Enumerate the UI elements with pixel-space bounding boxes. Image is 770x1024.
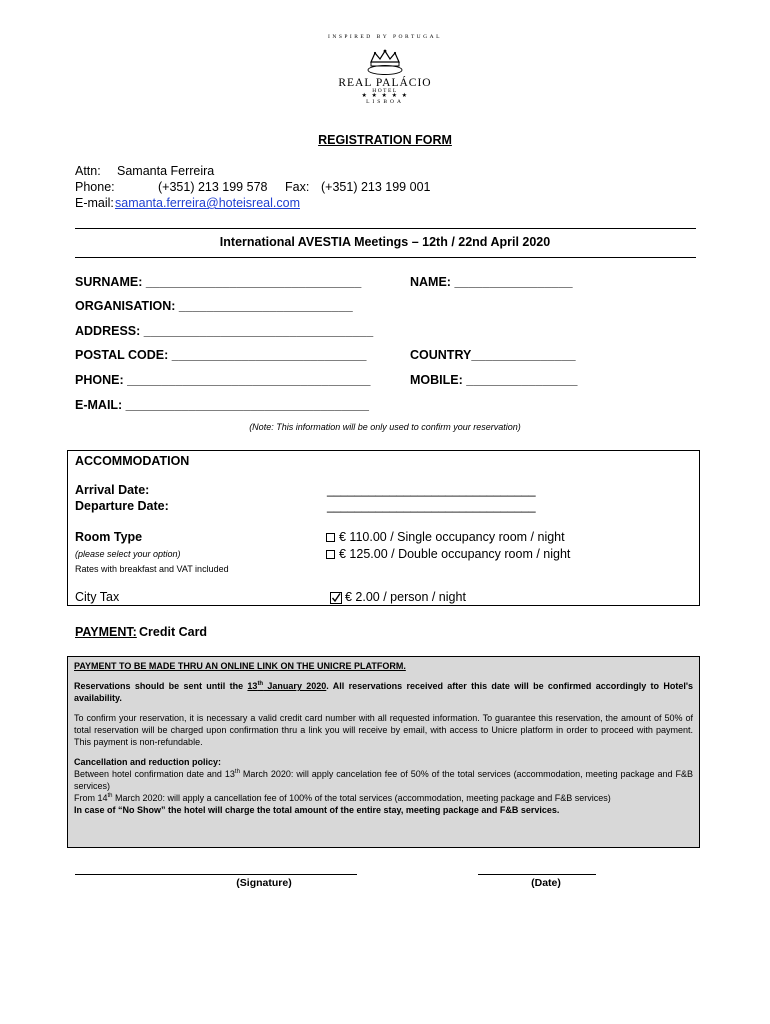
logo-city: LISBOA <box>366 99 404 105</box>
rates-note: Rates with breakfast and VAT included <box>75 564 229 574</box>
organisation-field[interactable]: ORGANISATION: _________________________ <box>75 299 353 313</box>
payment-link-notice: PAYMENT TO BE MADE THRU AN ONLINE LINK ON THE UNICRE PLATFORM. <box>74 661 406 671</box>
phone-field[interactable]: PHONE: ___________________________________ <box>75 373 371 387</box>
single-room-option: € 110.00 / Single occupancy room / night <box>339 530 565 544</box>
country-field[interactable]: COUNTRY_______________ <box>410 348 576 362</box>
payment-heading: PAYMENT: <box>75 625 137 639</box>
room-type-label: Room Type <box>75 530 143 544</box>
no-show-policy: In case of “No Show” the hotel will charge the total amount of the entire stay, meeting package and F&B services. <box>74 805 560 815</box>
room-type-hint: (please select your option) <box>75 549 181 559</box>
city-tax-value: € 2.00 / person / night <box>345 590 466 604</box>
payment-method: Credit Card <box>139 625 208 639</box>
fax-label: Fax: <box>285 180 310 194</box>
departure-date-field[interactable]: ______________________________ <box>327 499 536 513</box>
reservation-deadline: Reservations should be sent until the 13th January 2020. All reservations received after this date will be confirmed accordingly to Hotel's availability. <box>74 681 693 703</box>
divider-top <box>75 228 696 229</box>
logo-tagline: INSPIRED BY PORTUGAL <box>328 34 442 40</box>
logo-stars: ★ ★ ★ ★ ★ <box>361 93 409 99</box>
email-field[interactable]: E-MAIL: ___________________________________ <box>75 398 370 412</box>
payment-terms-box <box>67 656 700 848</box>
double-room-option: € 125.00 / Double occupancy room / night <box>339 547 571 561</box>
signature-line[interactable] <box>75 874 357 875</box>
name-field[interactable]: NAME: _________________ <box>410 275 573 289</box>
fax-value: (+351) 213 199 001 <box>321 180 431 194</box>
logo-subtitle: HOTEL <box>372 88 398 94</box>
city-tax-checkbox[interactable] <box>330 591 342 609</box>
arrival-date-field[interactable]: ______________________________ <box>327 483 536 497</box>
attn-label: Attn: <box>75 164 101 178</box>
departure-date-label: Departure Date: <box>75 499 169 513</box>
form-title: REGISTRATION FORM <box>318 133 452 147</box>
signature-label: (Signature) <box>236 877 292 889</box>
phone-label: Phone: <box>75 180 115 194</box>
policy-item-1: Between hotel confirmation date and 13th March 2020: will apply cancelation fee of 50% of the total services (accommodation, meeting package and F&B services) <box>74 769 694 791</box>
city-tax-label: City Tax <box>75 590 120 604</box>
checkmark-icon <box>330 592 342 604</box>
confirmation-text: To confirm your reservation, it is necessary a valid credit card number with all requested information. To guarantee this reservation, the amount of 50% of total reservation will be charged upon confirmation thru a link you will receive by email, with access to Unicre platform in order to proceed with payment. This payment is non-refundable. <box>74 713 693 747</box>
email-label: E-mail: <box>75 196 114 210</box>
double-room-checkbox[interactable] <box>326 550 335 559</box>
address-field[interactable]: ADDRESS: _________________________________ <box>75 324 374 338</box>
surname-field[interactable]: SURNAME: _______________________________ <box>75 275 362 289</box>
accommodation-box <box>67 450 700 606</box>
email-link[interactable]: samanta.ferreira@hoteisreal.com <box>115 196 300 210</box>
logo-hotel-name: REAL PALÁCIO <box>338 77 432 89</box>
arrival-date-label: Arrival Date: <box>75 483 150 497</box>
phone-value: (+351) 213 199 578 <box>158 180 268 194</box>
policy-heading: Cancellation and reduction policy: <box>74 757 222 767</box>
event-title: International AVESTIA Meetings – 12th / 22nd April 2020 <box>219 235 551 249</box>
accommodation-heading: ACCOMMODATION <box>75 454 190 468</box>
privacy-note: (Note: This information will be only used to confirm your reservation) <box>249 422 521 432</box>
postal-code-field[interactable]: POSTAL CODE: ____________________________ <box>75 348 367 362</box>
date-line[interactable] <box>478 874 596 875</box>
policy-item-2: From 14th March 2020: will apply a cancellation fee of 100% of the total services (accommodation, meeting package and F&B services) <box>74 793 611 803</box>
attn-name: Samanta Ferreira <box>117 164 215 178</box>
mobile-field[interactable]: MOBILE: ________________ <box>410 373 578 387</box>
divider-bottom <box>75 257 696 258</box>
single-room-checkbox[interactable] <box>326 533 335 542</box>
date-label: (Date) <box>531 877 561 889</box>
